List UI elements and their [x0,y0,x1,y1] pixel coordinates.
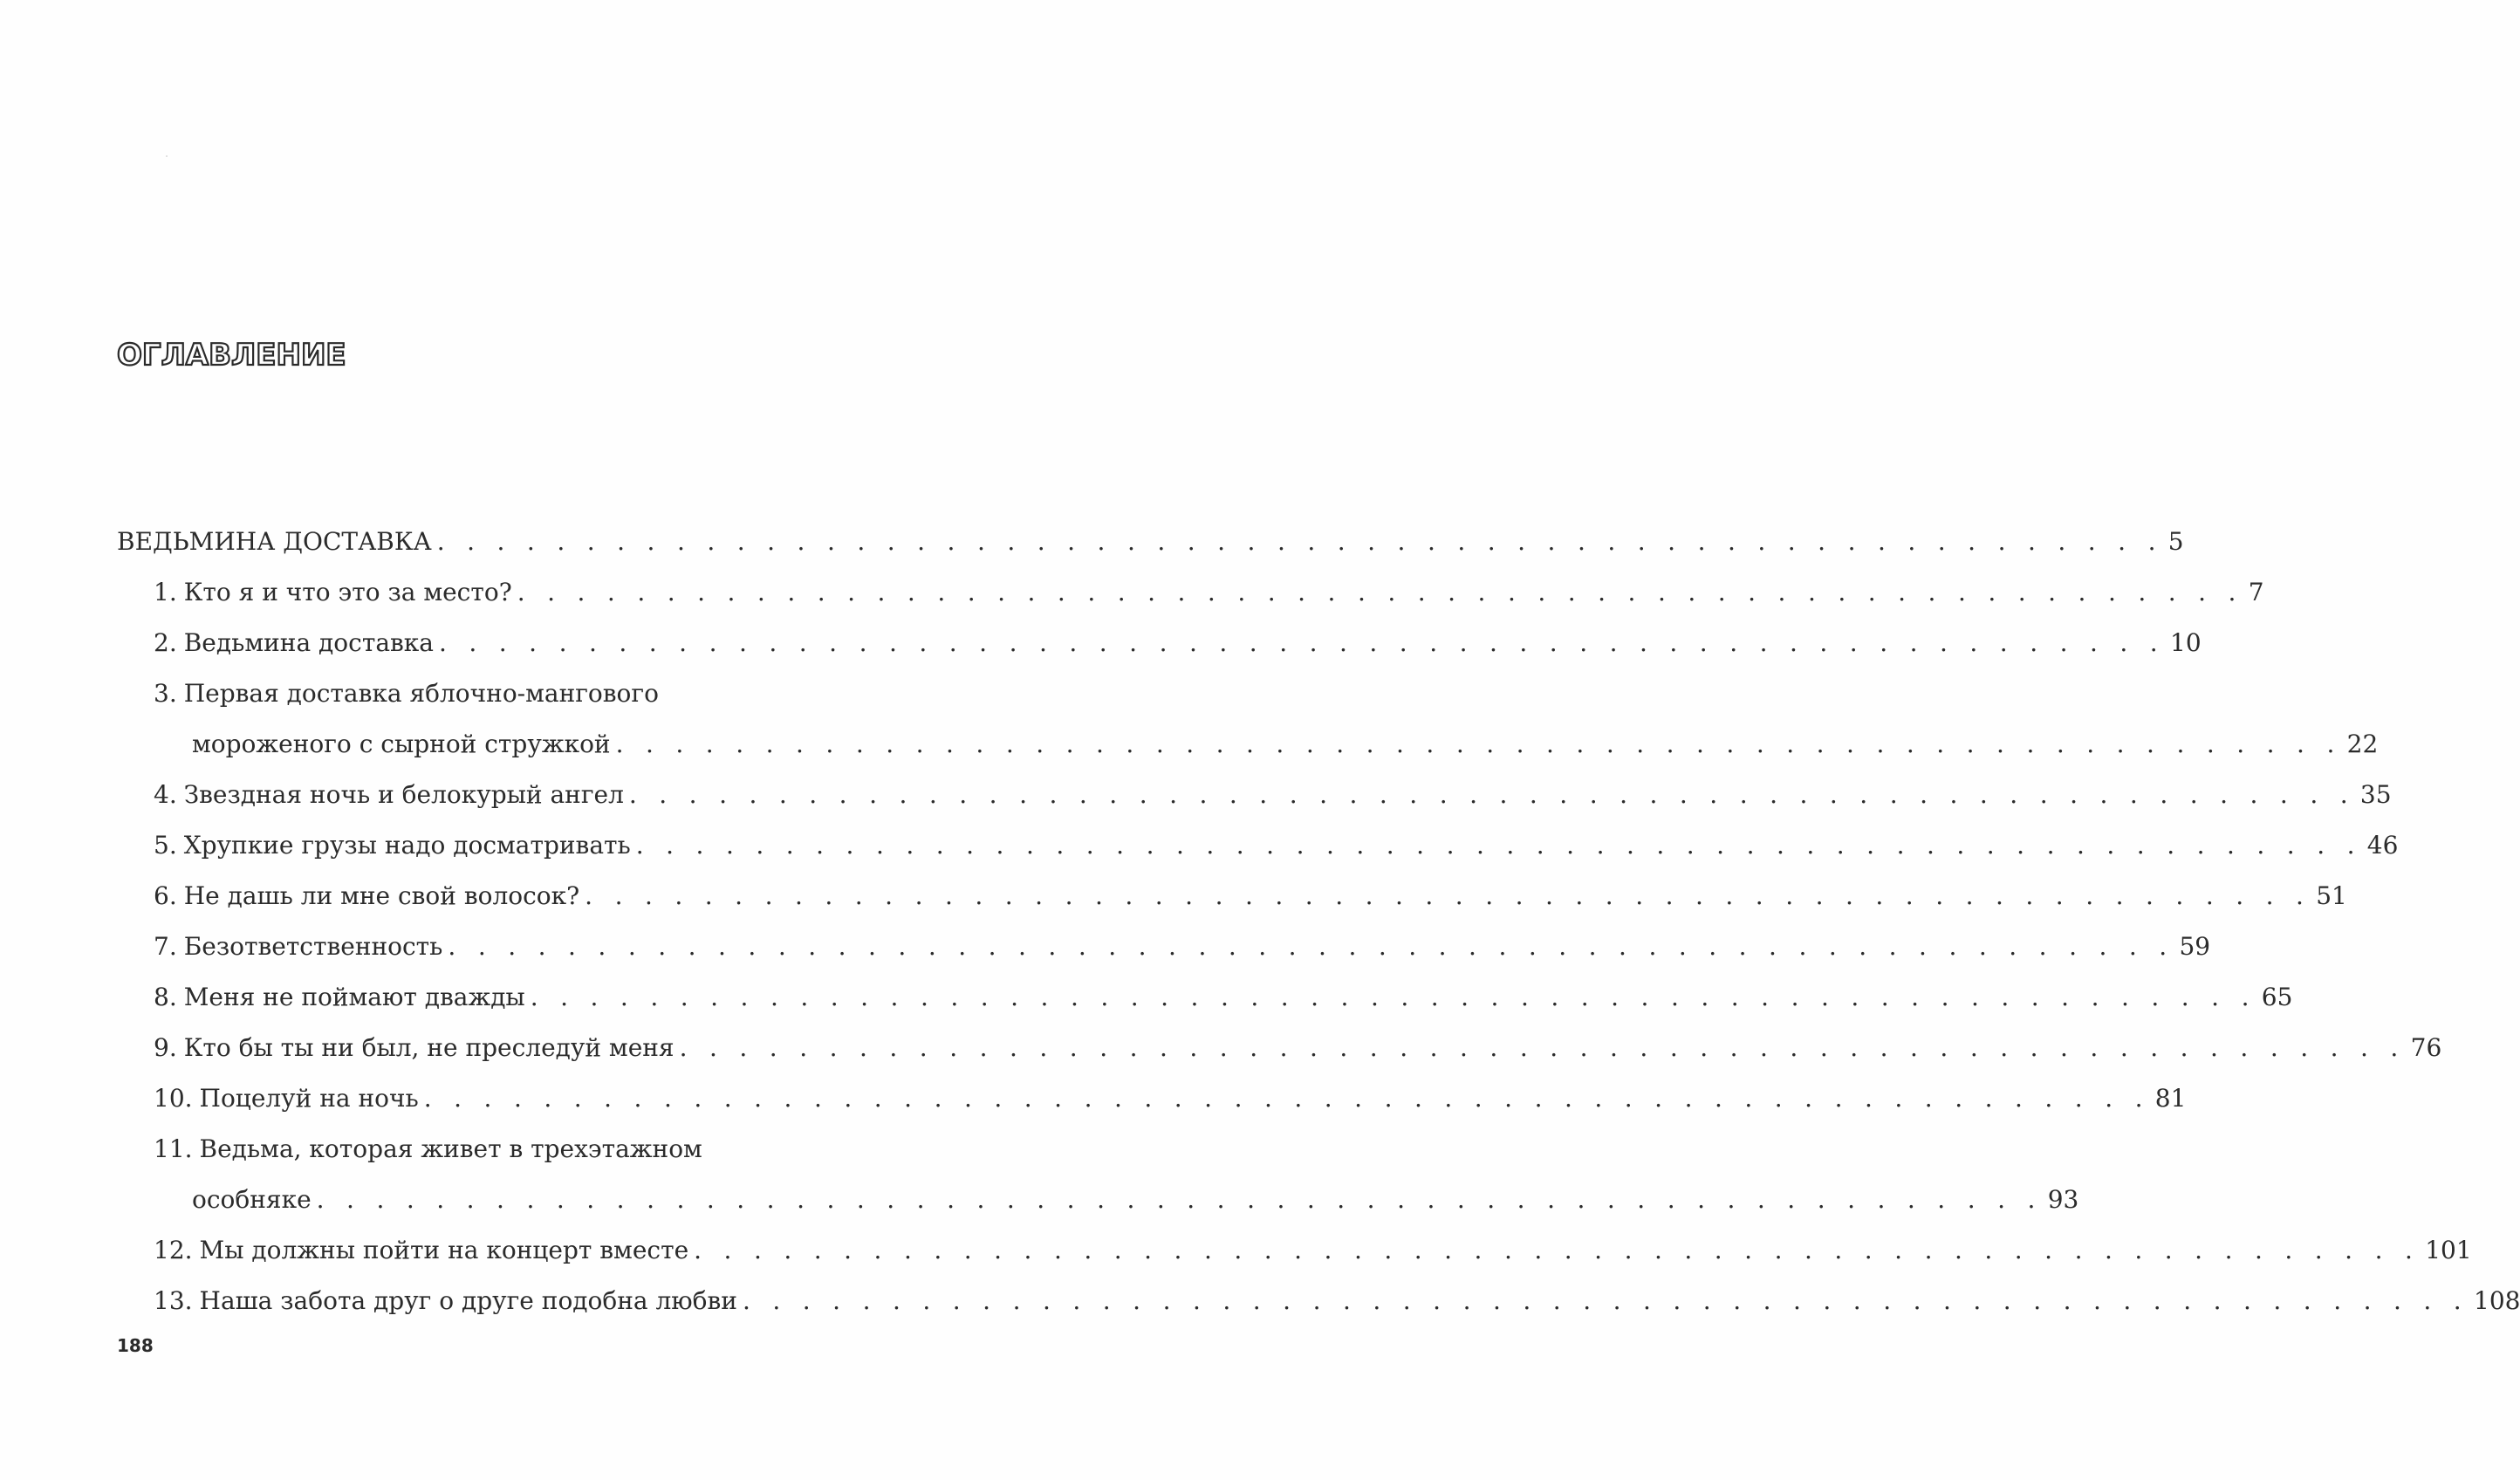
toc-leader-dots: . . . . . . . . . . . . . . . . . . . . . . . . . . . . . . . . . . . . . . . . . . . . . . . . . . . . . . . . . . [517,578,2243,606]
toc-leader-dots: . . . . . . . . . . . . . . . . . . . . . . . . . . . . . . . . . . . . . . . . . . . . . . . . . . . . . . . . . . [742,1286,2469,1315]
toc-chapter-number: 10. [154,1084,193,1113]
toc-chapter-entry[interactable] [117,1225,2472,1276]
toc-chapter-number: 5. [154,831,177,860]
toc-chapter-title: Наша забота друг о друге подобна любви [199,1286,737,1315]
toc-chapter-number: 4. [154,780,177,809]
toc-chapter-number: 13. [154,1286,193,1315]
toc-chapter-title: Хрупкие грузы надо досматривать [183,831,631,860]
toc-leader-dots: . . . . . . . . . . . . . . . . . . . . . . . . . . . . . . . . . . . . . . . . . . . . . . . . . . . . . . . . . . [615,730,2342,758]
toc-chapter-title: Кто бы ты ни был, не преследуй меня [183,1033,675,1062]
toc-chapter-entry[interactable] [117,1124,2079,1225]
toc-page-number: 65 [2261,983,2293,1011]
toc-chapter-number: 6. [154,881,177,910]
toc-leader-dots: . . . . . . . . . . . . . . . . . . . . . . . . . . . . . . . . . . . . . . . . . . . . . . . . . . . . . . . . . . [694,1236,2421,1264]
toc-page-number: 7 [2248,578,2264,606]
toc-leader-dots: . . . . . . . . . . . . . . . . . . . . . . . . . . . . . . . . . . . . . . . . . . . . . . . . . . . . . . . . . . [635,831,2362,860]
toc-chapter-entry[interactable] [117,1073,2187,1124]
toc-chapter-title-continued: особняке [192,1185,312,1214]
toc-chapter-number: 2. [154,628,177,657]
toc-chapter-number: 9. [154,1033,177,1062]
toc-chapter-entry[interactable] [117,668,2379,770]
toc-leader-dots: . . . . . . . . . . . . . . . . . . . . . . . . . . . . . . . . . . . . . . . . . . . . . . . . . . . . . . . . . . [423,1084,2150,1113]
toc-page-number: 5 [2167,527,2184,556]
toc-chapter-title: Ведьмина доставка [183,628,434,657]
toc-chapter-number: 3. [154,679,177,708]
toc-leader-dots: . . . . . . . . . . . . . . . . . . . . . . . . . . . . . . . . . . . . . . . . . . . . . . . . . . . . . . . . . . [585,881,2311,910]
toc-page-number: 51 [2316,881,2347,910]
toc-part-title: ВЕДЬМИНА ДОСТАВКА [117,527,432,556]
toc-page-number: 46 [2366,831,2399,860]
toc-chapter-number: 8. [154,983,177,1011]
toc-leader-dots: . . . . . . . . . . . . . . . . . . . . . . . . . . . . . . . . . . . . . . . . . . . . . . . . . . . . . . . . . . [530,983,2256,1011]
toc-chapter-title: Поцелуй на ночь [199,1084,419,1113]
toc-chapter-number: 12. [154,1236,193,1264]
table-of-contents [117,517,2520,1326]
paper-speck [166,155,168,157]
toc-leader-dots: . . . . . . . . . . . . . . . . . . . . . . . . . . . . . . . . . . . . . . . . . . . . . . . . . . . . . . . . . . [628,780,2355,809]
toc-leader-dots: . . . . . . . . . . . . . . . . . . . . . . . . . . . . . . . . . . . . . . . . . . . . . . . . . . . . . . . . . . [436,527,2163,556]
toc-chapter-title: Меня не поймают дважды [183,983,525,1011]
toc-chapter-entry[interactable] [117,820,2399,871]
toc-chapter-entry[interactable] [117,871,2347,922]
toc-chapter-title-continued: мороженого с сырной стружкой [192,730,611,758]
toc-page-number: 10 [2170,628,2202,657]
toc-chapter-number: 11. [154,1134,193,1163]
toc-leader-dots: . . . . . . . . . . . . . . . . . . . . . . . . . . . . . . . . . . . . . . . . . . . . . . . . . . . . . . . . . . [438,628,2166,657]
page-title: ОГЛАВЛЕНИЕ [117,338,346,373]
toc-chapter-number: 1. [154,578,177,606]
toc-chapter-title: Звездная ночь и белокурый ангел [183,780,624,809]
toc-chapter-title: Кто я и что это за место? [183,578,512,606]
toc-part-entry[interactable] [117,517,2184,567]
toc-page-number: 93 [2047,1185,2079,1214]
toc-page-number: 108 [2474,1286,2520,1315]
toc-chapter-entry[interactable] [117,1276,2520,1326]
toc-chapter-title: Первая доставка яблочно-мангового [183,679,659,708]
toc-chapter-title: Безответственность [183,932,443,961]
toc-page-number: 22 [2346,730,2379,758]
toc-chapter-entry[interactable] [117,770,2392,820]
page-number: 188 [117,1335,154,1356]
toc-page-number: 101 [2425,1236,2472,1264]
toc-page-number: 76 [2410,1033,2442,1062]
toc-leader-dots: . . . . . . . . . . . . . . . . . . . . . . . . . . . . . . . . . . . . . . . . . . . . . . . . . . . . . . . . . . [448,932,2174,961]
toc-chapter-entry[interactable] [117,567,2264,618]
toc-chapter-title: Не дашь ли мне свой волосок? [183,881,580,910]
toc-page-number: 35 [2359,780,2392,809]
toc-chapter-entry[interactable] [117,972,2293,1023]
toc-chapter-title: Ведьма, которая живет в трехэтажном [199,1134,702,1163]
toc-leader-dots: . . . . . . . . . . . . . . . . . . . . . . . . . . . . . . . . . . . . . . . . . . . . . . . . . . . . . . . . . . [316,1185,2043,1214]
toc-page-number: 81 [2154,1084,2187,1113]
toc-chapter-entry[interactable] [117,618,2202,668]
toc-leader-dots: . . . . . . . . . . . . . . . . . . . . . . . . . . . . . . . . . . . . . . . . . . . . . . . . . . . . . . . . . . [679,1033,2406,1062]
toc-chapter-number: 7. [154,932,177,961]
toc-page-number: 59 [2179,932,2211,961]
toc-chapter-title: Мы должны пойти на концерт вместе [199,1236,689,1264]
toc-chapter-entry[interactable] [117,1023,2442,1073]
toc-chapter-entry[interactable] [117,922,2211,972]
